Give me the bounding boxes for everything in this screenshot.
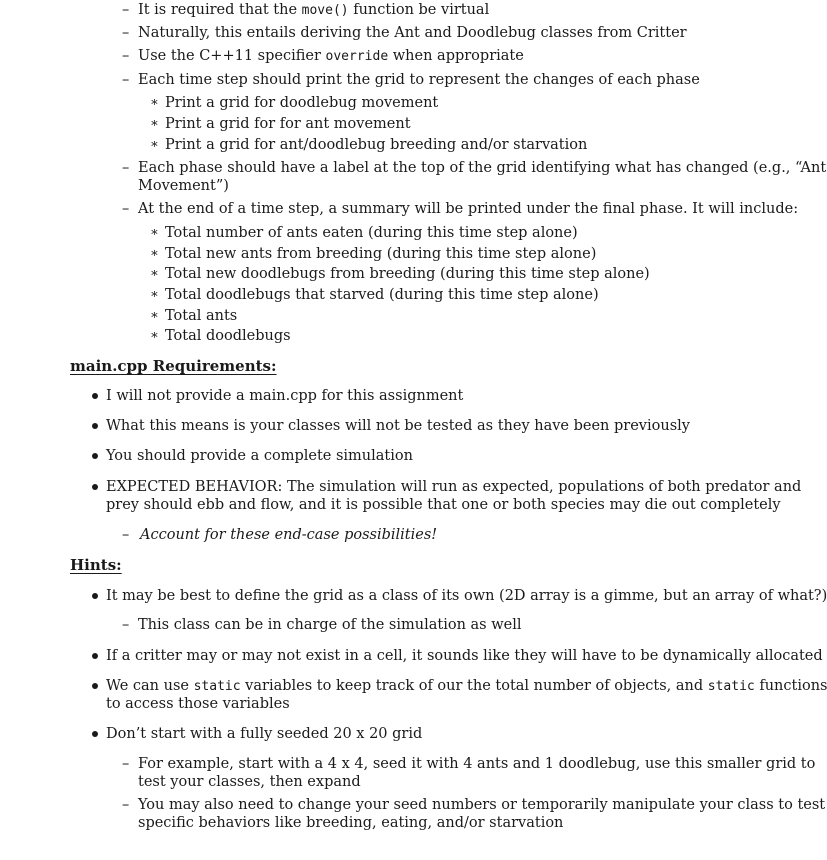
bullet-item: You should provide a complete simulation [106, 448, 413, 464]
star-marker: ∗ [150, 266, 159, 281]
bullet-item: What this means is your classes will not be tested as they have been previously [106, 418, 690, 434]
star-marker: ∗ [150, 137, 159, 152]
sub-item: Print a grid for ant/doodlebug breeding and/or starvation [165, 137, 588, 153]
section-heading-hints: Hints: [70, 556, 122, 574]
sub-item: Total new ants from breeding (during this time step alone) [165, 246, 597, 262]
list-item-phase-label: Each phase should have a label at the top of the grid identifying what has changed (e.g., “Ant [138, 160, 827, 176]
list-item-deriving: Naturally, this entails deriving the Ant and Doodlebug classes from Critter [138, 25, 687, 41]
dash-marker: – [122, 48, 130, 64]
star-marker: ∗ [150, 95, 159, 110]
bullet-marker [92, 453, 98, 459]
dash-marker: – [122, 201, 130, 217]
dash-marker: – [122, 527, 130, 543]
hint-static-vars-cont: to access those variables [106, 696, 290, 712]
hint-seeded-sub1-cont: test your classes, then expand [138, 774, 361, 790]
section-heading-main: main.cpp Requirements: [70, 357, 277, 375]
star-marker: ∗ [150, 116, 159, 131]
list-item-print-grid: Each time step should print the grid to represent the changes of each phase [138, 72, 700, 88]
dash-marker: – [122, 756, 130, 772]
dash-marker: – [122, 797, 130, 813]
star-marker: ∗ [150, 308, 159, 323]
star-marker: ∗ [150, 246, 159, 261]
dash-marker: – [122, 2, 130, 18]
bullet-item-expected: EXPECTED BEHAVIOR: The simulation will run as expected, populations of both predator and [106, 479, 802, 495]
sub-item: Total doodlebugs [165, 328, 291, 344]
sub-item: Total ants [165, 308, 238, 324]
expected-sub-item: Account for these end-case possibilities! [140, 527, 438, 543]
bullet-item-expected-cont: prey should ebb and flow, and it is possible that one or both species may die out completely [106, 497, 781, 513]
sub-item: Total number of ants eaten (during this time step alone) [165, 225, 578, 241]
hint-seeded-grid: Don’t start with a fully seeded 20 x 20 grid [106, 726, 423, 742]
star-marker: ∗ [150, 328, 159, 343]
hint-static-vars: We can use static variables to keep track of our the total number of objects, and static functions [106, 678, 827, 694]
list-item-move-virtual: It is required that the move() function be virtual [138, 2, 490, 18]
dash-marker: – [122, 25, 130, 41]
hint-grid-class: It may be best to define the grid as a class of its own (2D array is a gimme, but an array of what?) [106, 588, 827, 604]
hint-seeded-sub2-cont: specific behaviors like breeding, eating, and/or starvation [138, 815, 564, 831]
hint-seeded-sub2: You may also need to change your seed numbers or temporarily manipulate your class to test [138, 797, 826, 813]
bullet-marker [92, 593, 98, 599]
sub-item: Print a grid for for ant movement [165, 116, 411, 132]
sub-item: Total doodlebugs that starved (during this time step alone) [165, 287, 599, 303]
sub-item: Total new doodlebugs from breeding (during this time step alone) [165, 266, 650, 282]
bullet-marker [92, 731, 98, 737]
bullet-marker [92, 653, 98, 659]
bullet-marker [92, 484, 98, 490]
bullet-item: I will not provide a main.cpp for this assignment [106, 388, 464, 404]
bullet-marker [92, 423, 98, 429]
hint-seeded-sub1: For example, start with a 4 x 4, seed it with 4 ants and 1 doodlebug, use this smaller grid to [138, 756, 816, 772]
star-marker: ∗ [150, 287, 159, 302]
star-marker: ∗ [150, 225, 159, 240]
list-item-summary: At the end of a time step, a summary will be printed under the final phase. It will include: [138, 201, 799, 217]
hint-grid-class-sub: This class can be in charge of the simulation as well [138, 617, 522, 633]
list-item-override: Use the C++11 specifier override when appropriate [138, 48, 524, 64]
sub-item: Print a grid for doodlebug movement [165, 95, 439, 111]
bullet-marker [92, 393, 98, 399]
bullet-marker [92, 683, 98, 689]
hint-dynamic-alloc: If a critter may or may not exist in a cell, it sounds like they will have to be dynamically allocated [106, 648, 823, 664]
dash-marker: – [122, 617, 130, 633]
dash-marker: – [122, 160, 130, 176]
list-item-phase-label-cont: Movement”) [138, 178, 229, 194]
dash-marker: – [122, 72, 130, 88]
